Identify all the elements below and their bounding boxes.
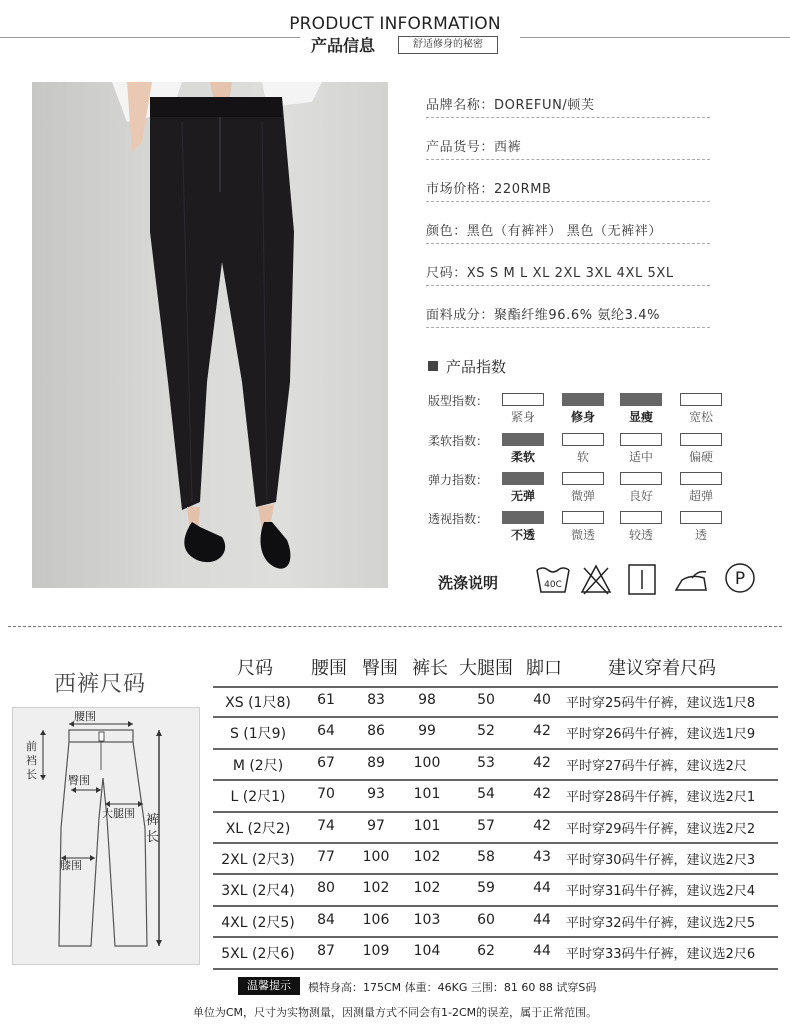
table-rule [213, 779, 778, 781]
table-cell: 42 [533, 786, 551, 803]
table-cell: 101 [413, 786, 441, 803]
index-option-label: 微弹 [570, 489, 595, 503]
table-cell: 44 [533, 911, 551, 928]
table-rule [213, 811, 778, 813]
table-cell: 平时穿29码牛仔裤，建议选2尺2 [566, 821, 756, 837]
wash-icons [534, 562, 764, 596]
model-note: 模特身高：175CM 体重：46KG 三围：81 60 88 试穿S码 [308, 981, 597, 994]
table-cell: 平时穿30码牛仔裤，建议选2尺3 [566, 853, 756, 868]
wash-title: 洗涤说明 [438, 574, 499, 592]
table-cell: 80 [317, 880, 335, 897]
index-label: 柔软指数： [428, 434, 489, 448]
table-cell: 100 [362, 849, 390, 865]
index-option-label: 软 [576, 450, 589, 464]
index-option-label: 宽松 [688, 410, 713, 424]
wash-temp-label: 40C [544, 580, 562, 590]
table-cell: 74 [317, 817, 335, 834]
label-length: 裤长 [146, 813, 160, 845]
table-cell: 106 [362, 911, 390, 928]
table-rule [213, 842, 778, 844]
index-option-label: 不透 [510, 528, 535, 542]
index-box [680, 472, 722, 485]
index-option-label: 柔软 [510, 450, 535, 464]
label-waist: 腰围 [74, 710, 96, 723]
table-cell: 57 [477, 817, 495, 834]
section-marker [428, 361, 438, 371]
iron-icon [676, 572, 706, 590]
info-price: 市场价格：220RMB [426, 178, 710, 202]
table-cell: 70 [317, 786, 335, 803]
index-box [562, 472, 604, 485]
index-option-label: 良好 [628, 489, 653, 503]
table-rule [213, 936, 778, 938]
table-cell: 99 [418, 723, 436, 740]
index-box [620, 433, 662, 446]
index-box-selected [620, 393, 662, 406]
unit-note: 单位为CM，尺寸为实物测量，因测量方式不同会有1-2CM的误差，属于正常范围。 [192, 1006, 598, 1019]
table-cell: 102 [413, 849, 441, 865]
table-cell: 平时穿33码牛仔裤，建议选2尺6 [566, 947, 756, 963]
table-rule [213, 748, 778, 750]
indices-title: 产品指数 [446, 358, 507, 376]
index-box [620, 472, 662, 485]
table-cell: 101 [413, 817, 441, 834]
index-label: 弹力指数： [428, 473, 489, 487]
index-option-label: 较透 [628, 528, 653, 542]
table-cell: 平时穿31码牛仔裤，建议选2尺4 [566, 884, 756, 900]
index-box-selected [562, 393, 604, 406]
table-cell: 60 [477, 911, 495, 928]
tip-badge: 温馨提示 [238, 977, 300, 995]
table-cell: 102 [362, 880, 390, 897]
table-cell: S (1尺9) [229, 726, 287, 743]
index-label: 版型指数： [428, 394, 489, 408]
table-cell: 42 [533, 723, 551, 740]
label-thigh: 大腿围 [102, 807, 135, 820]
table-cell: 102 [413, 880, 441, 897]
index-box [680, 511, 722, 524]
info-sizes: 尺码：XS S M L XL 2XL 3XL 4XL 5XL [426, 262, 710, 286]
info-item-no: 产品货号：西裤 [426, 136, 710, 160]
table-cell: 67 [317, 754, 335, 771]
model-pants-illustration [32, 82, 388, 588]
table-cell: 100 [413, 754, 441, 771]
table-cell: M (2尺) [232, 757, 284, 774]
table-cell: 89 [367, 754, 385, 771]
table-header: 臀围 [362, 658, 398, 679]
table-cell: 77 [317, 849, 335, 865]
index-box [620, 511, 662, 524]
info-brand: 品牌名称：DOREFUN/顿芙 [426, 94, 710, 118]
table-cell: 104 [413, 943, 441, 960]
table-cell: 54 [477, 786, 495, 803]
index-option-label: 超弹 [688, 489, 713, 503]
section-divider [8, 626, 782, 627]
index-box [502, 393, 544, 406]
table-cell: 平时穿25码牛仔裤，建议选1尺8 [566, 696, 756, 711]
table-cell: 3XL (2尺4) [221, 883, 295, 900]
index-box [680, 433, 722, 446]
table-header: 大腿围 [459, 658, 513, 679]
info-color: 颜色：黑色（有裤袢） 黑色（无裤袢） [426, 220, 710, 244]
table-cell: 61 [317, 692, 335, 708]
table-cell: 平时穿28码牛仔裤，建议选2尺1 [566, 790, 756, 806]
table-cell: 62 [477, 943, 495, 960]
index-box [562, 511, 604, 524]
table-cell: 40 [533, 692, 551, 708]
table-rule [213, 873, 778, 875]
header-rule-left [0, 37, 300, 38]
table-cell: 42 [533, 817, 551, 834]
table-cell: 86 [367, 723, 385, 740]
index-option-label: 无弹 [510, 489, 535, 503]
table-cell: 84 [317, 911, 335, 928]
table-header: 腰围 [311, 658, 347, 679]
table-cell: 2XL (2尺3) [221, 852, 295, 868]
table-cell: 87 [317, 943, 335, 960]
index-label: 透视指数： [428, 512, 489, 526]
table-cell: XL (2尺2) [225, 820, 291, 837]
index-box [562, 433, 604, 446]
table-cell: 44 [533, 943, 551, 960]
table-header: 建议穿着尺码 [608, 658, 716, 679]
index-option-label: 紧身 [510, 410, 535, 424]
index-box-selected [502, 472, 544, 485]
table-cell: 平时穿27码牛仔裤，建议选2尺 [566, 758, 747, 774]
label-hip: 臀围 [68, 774, 90, 787]
table-cell: 4XL (2尺5) [221, 914, 295, 931]
table-cell: 64 [317, 723, 335, 740]
index-option-label: 适中 [628, 450, 653, 464]
table-cell: 50 [477, 692, 495, 708]
table-cell: 53 [477, 754, 495, 771]
dry-clean-p-icon [726, 564, 754, 592]
info-fabric: 面料成分：聚酯纤维96.6% 氨纶3.4% [426, 304, 710, 328]
index-option-label: 透 [694, 528, 707, 542]
table-cell: XS (1尺8) [225, 695, 291, 711]
index-option-label: 偏硬 [688, 450, 713, 464]
index-box-selected [502, 433, 544, 446]
label-knee: 膝围 [60, 859, 82, 872]
no-bleach-icon [582, 566, 610, 594]
index-box-selected [502, 511, 544, 524]
table-rule [213, 716, 778, 718]
index-box [680, 393, 722, 406]
table-cell: 83 [367, 692, 385, 708]
table-rule [213, 968, 778, 970]
table-cell: 43 [533, 849, 551, 865]
table-cell: 97 [367, 817, 385, 834]
table-cell: 98 [418, 692, 436, 708]
table-header: 裤长 [412, 658, 448, 679]
svg-text:P: P [734, 569, 746, 589]
table-cell: 93 [367, 786, 385, 803]
table-cell: 44 [533, 880, 551, 897]
size-chart-title: 西裤尺码 [54, 672, 147, 697]
header-title-en: PRODUCT INFORMATION [289, 14, 501, 34]
table-cell: 109 [362, 943, 390, 960]
index-option-label: 显瘦 [628, 410, 653, 424]
index-option-label: 微透 [570, 528, 595, 542]
table-cell: L (2尺1) [230, 789, 286, 806]
table-rule [213, 905, 778, 907]
table-cell: 58 [477, 849, 495, 865]
table-rule [213, 686, 778, 688]
table-cell: 103 [413, 911, 441, 928]
table-cell: 5XL (2尺6) [221, 946, 295, 963]
label-front-rise: 前裆长 [26, 740, 37, 781]
header-title-cn: 产品信息 [311, 36, 376, 55]
wash-40c-icon [537, 568, 569, 592]
header-rule-right [520, 37, 790, 38]
table-cell: 52 [477, 723, 495, 740]
table-header: 尺码 [237, 658, 273, 679]
hang-dry-icon [629, 565, 655, 594]
table-cell: 平时穿32码牛仔裤，建议选2尺5 [566, 915, 756, 931]
table-cell: 59 [477, 880, 495, 897]
product-photo [32, 82, 388, 588]
header-tag: 舒适修身的秘密 [398, 36, 498, 54]
table-cell: 42 [533, 754, 551, 771]
table-header: 脚口 [526, 658, 562, 679]
table-cell: 平时穿26码牛仔裤，建议选1尺9 [566, 727, 756, 743]
index-option-label: 修身 [570, 410, 595, 424]
